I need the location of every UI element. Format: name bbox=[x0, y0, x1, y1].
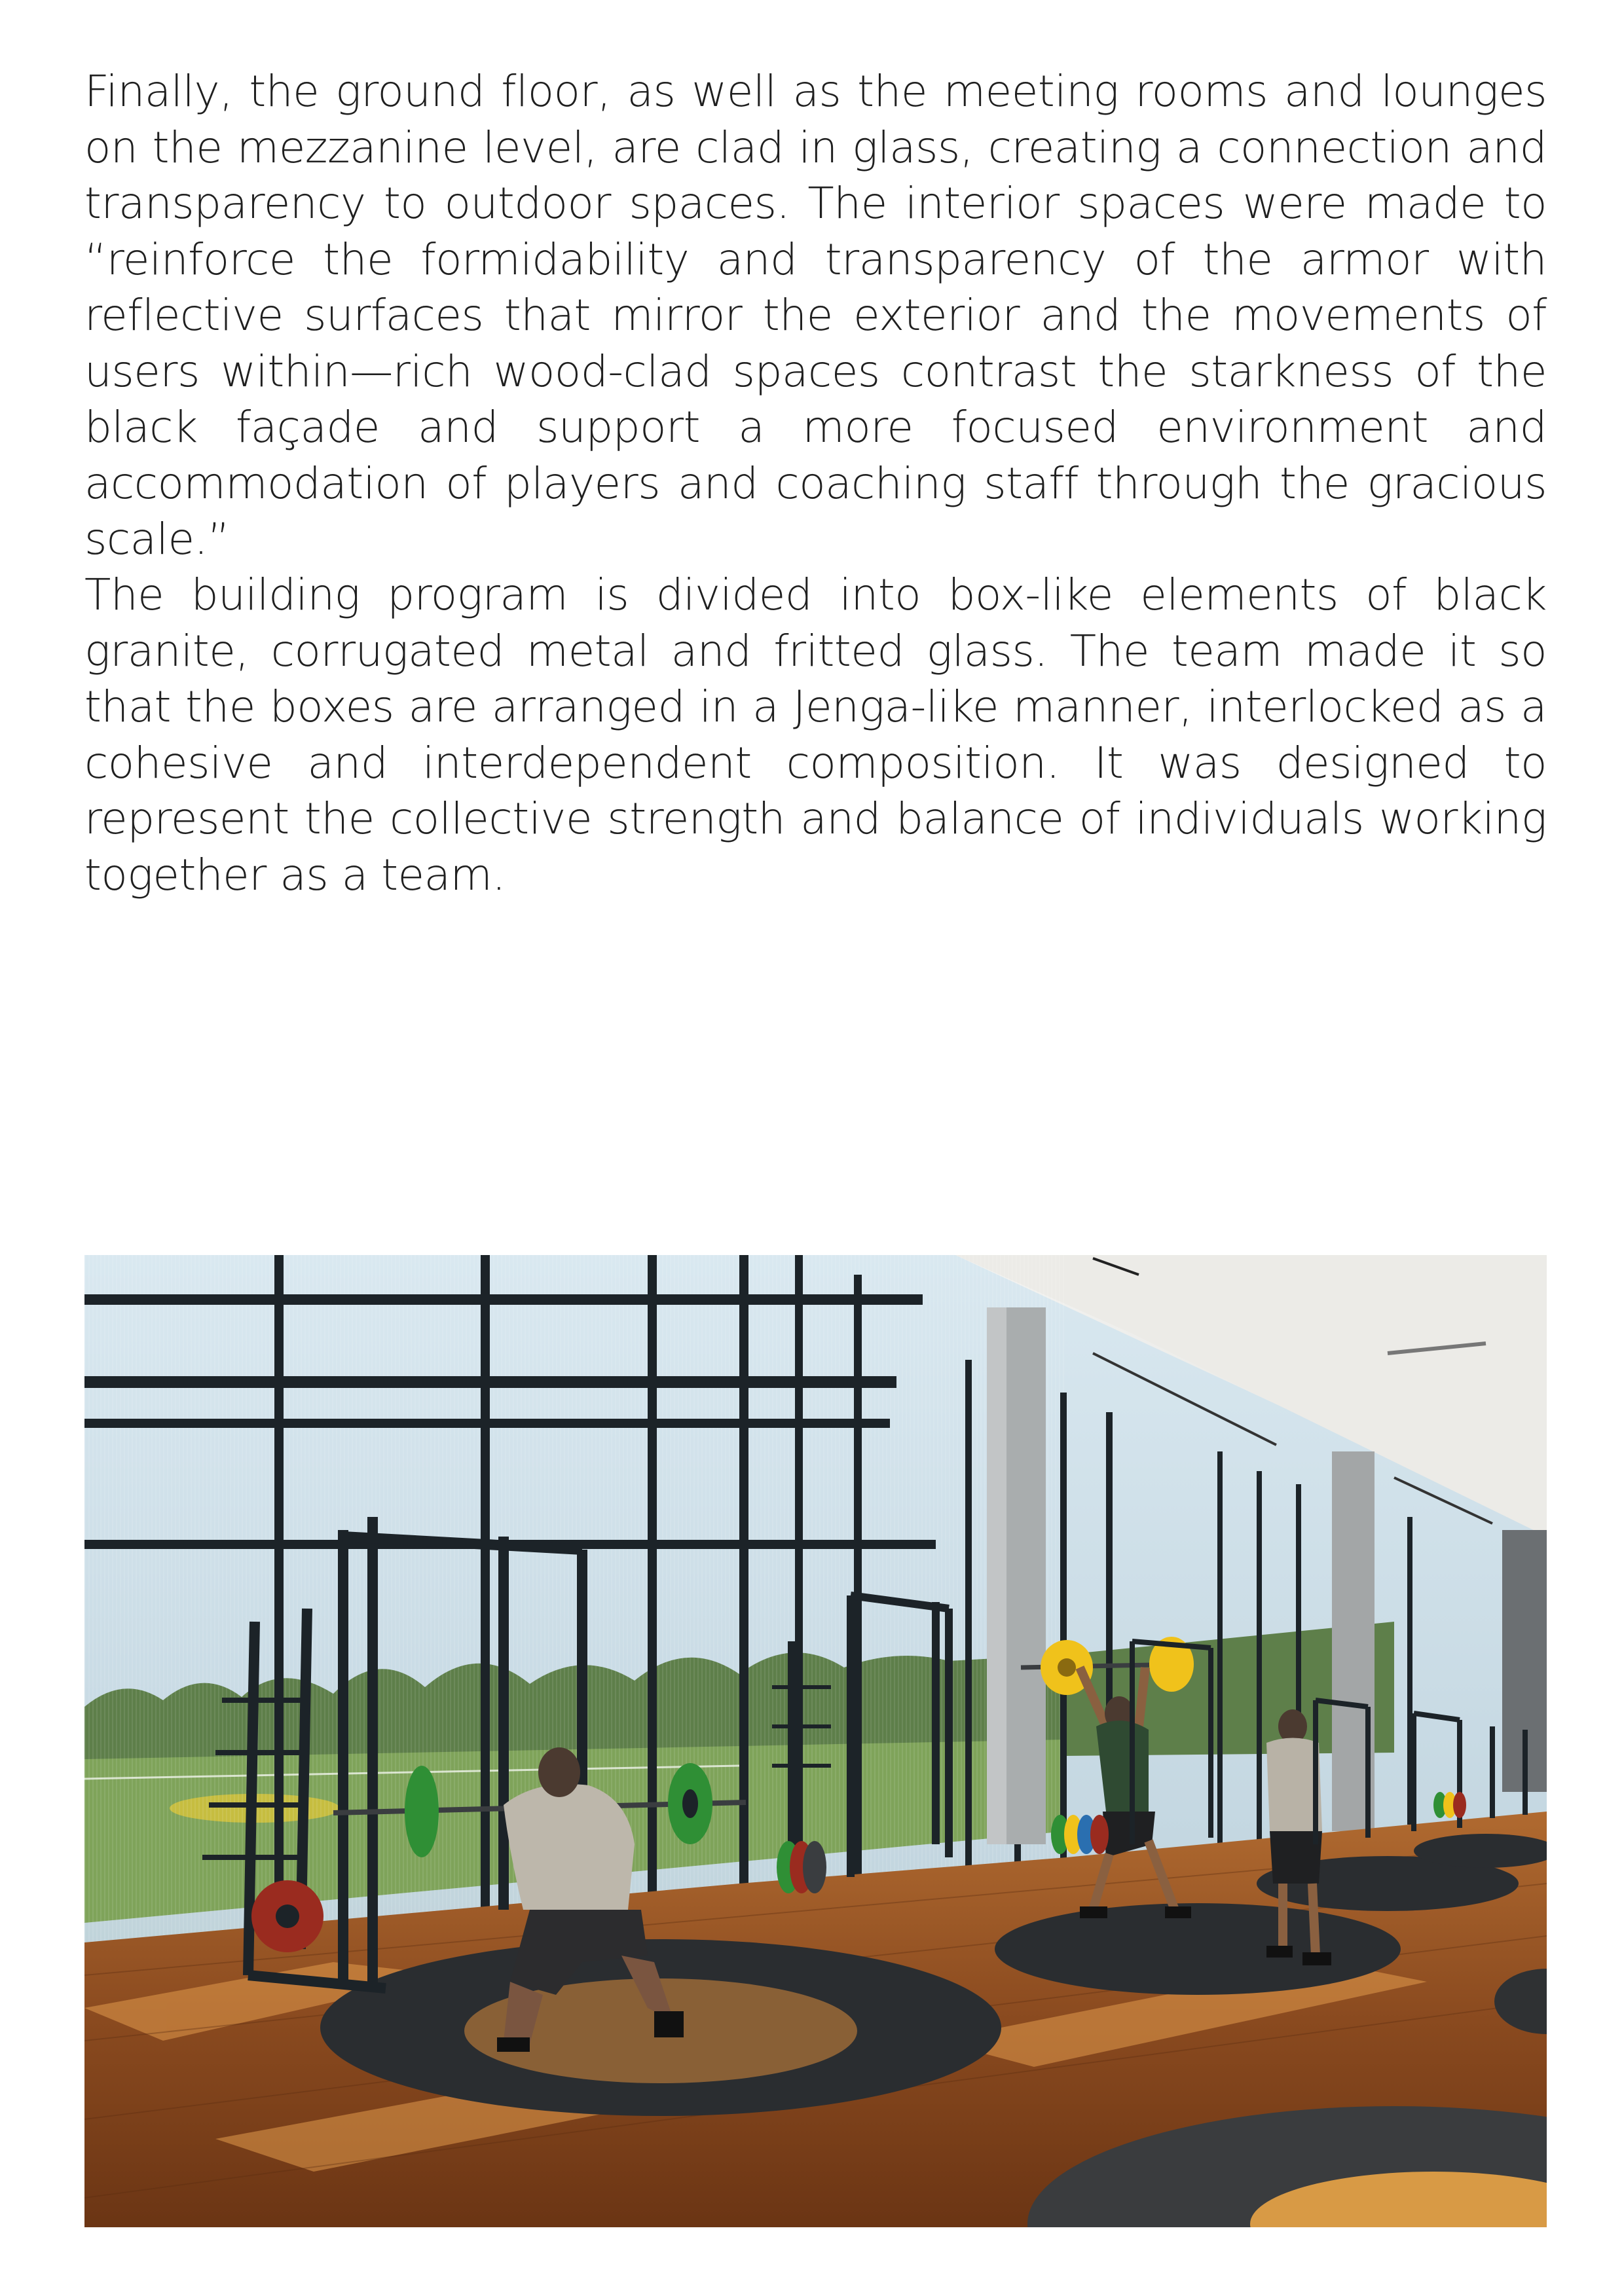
lifting-platform bbox=[995, 1903, 1401, 1995]
plate-stack bbox=[777, 1841, 826, 1893]
body-paragraph-2: The building program is divided into box-like elements of black granite, corrugated metal and fritted glass. The team made it so that the boxes are arranged in a Jenga-like manner, interlocked as a cohesive and interdependent composition. It was designed to represent the collective strength and balance of individuals working together as a team. bbox=[84, 570, 1547, 900]
weight-plate-green bbox=[405, 1766, 439, 1857]
body-paragraph-1: Finally, the ground floor, as well as the meeting rooms and lounges on the mezzanine level, are clad in glass, creating a connection and transparency to outdoor spaces. The interior spaces were made to “reinforce the formidability and transparency of the armor with reflective surfaces that mirror the exterior and the movements of users within—rich wood-clad spaces contrast the starkness of the black façade and support a more focused environment and accommodation of players and coaching staff through the gracious scale.” bbox=[84, 66, 1547, 564]
weight-room-illustration bbox=[84, 1255, 1547, 2227]
weight-room-photo bbox=[84, 1255, 1547, 2227]
